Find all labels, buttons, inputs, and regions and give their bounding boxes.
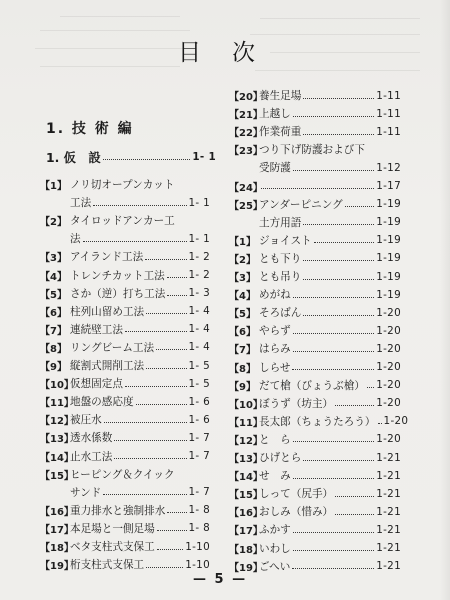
entry-number: 【18】 xyxy=(40,543,74,554)
leader-dots xyxy=(114,457,186,459)
entry-page: 1-21 xyxy=(376,505,401,518)
entry-page: 1-20 xyxy=(376,433,401,446)
entry-title: ベタ支柱式支保工 xyxy=(70,541,155,553)
entry-number: 【14】 xyxy=(40,452,74,464)
entry-number: 【19】 xyxy=(40,561,74,573)
toc-entry[interactable] xyxy=(40,484,210,501)
entry-page: 1- 6 xyxy=(188,395,210,408)
entry-page: 1-11 xyxy=(376,125,401,138)
entry-page: 1-20 xyxy=(383,415,409,428)
chapter-heading[interactable] xyxy=(46,148,216,165)
leader-dots xyxy=(104,421,187,423)
entry-page: 1- 2 xyxy=(188,250,210,263)
entry-title: とも吊り xyxy=(259,271,302,283)
entry-number: 【1】 xyxy=(40,181,67,192)
entry-page: 1- 2 xyxy=(188,269,210,281)
left-column xyxy=(40,0,215,600)
toc-entry[interactable] xyxy=(229,123,401,140)
entry-number: 【10】 xyxy=(40,380,74,392)
leader-dots xyxy=(292,567,374,569)
entry-title: しらせ xyxy=(259,361,291,374)
entry-title: 土方用語 xyxy=(259,216,302,229)
entry-page: 1- 8 xyxy=(188,504,210,517)
toc-entry[interactable] xyxy=(229,159,401,176)
entry-title: ノリ切オープンカット xyxy=(70,179,175,191)
entry-page: 1- 6 xyxy=(188,413,210,426)
entry-title: さか（逆）打ち工法 xyxy=(70,287,166,300)
entry-title: ジョイスト xyxy=(259,234,312,247)
entry-title: だて槍（びょうぶ槍） xyxy=(259,379,365,392)
entry-page: 1-11 xyxy=(376,89,401,102)
leader-dots xyxy=(293,296,374,298)
entry-page: 1- 3 xyxy=(188,287,210,300)
entry-number: 【16】 xyxy=(40,506,74,518)
entry-title: とも下り xyxy=(259,252,302,265)
leader-dots xyxy=(293,531,374,533)
page-edge-shadow xyxy=(440,0,450,600)
entry-number: 【24】 xyxy=(229,182,263,194)
entry-number: 【15】 xyxy=(40,470,74,482)
entry-page: 1-19 xyxy=(376,198,401,211)
entry-title: はらみ xyxy=(259,343,291,356)
leader-dots xyxy=(303,259,374,261)
entry-title: 本足場と一側足場 xyxy=(70,522,155,535)
leader-dots xyxy=(292,368,374,370)
entry-number: 【12】 xyxy=(229,435,263,447)
entry-page: 1-20 xyxy=(376,324,401,337)
entry-page: 1-20 xyxy=(376,306,401,319)
entry-page: 1- 5 xyxy=(188,359,210,372)
entry-title: 連続壁工法 xyxy=(70,323,123,336)
entry-page: 1-21 xyxy=(376,560,401,573)
entry-page: 1-19 xyxy=(376,288,401,301)
toc-entry[interactable] xyxy=(40,393,210,410)
entry-title: 工法 xyxy=(70,197,92,210)
leader-dots xyxy=(125,385,187,387)
entry-page: 1- 1 xyxy=(188,232,210,245)
toc-entry[interactable] xyxy=(229,377,401,394)
entry-title: 受防護 xyxy=(259,162,291,175)
leader-dots xyxy=(167,294,186,296)
toc-entry[interactable] xyxy=(229,340,401,357)
entry-page: 1-20 xyxy=(376,397,401,410)
leader-dots xyxy=(293,169,374,171)
toc-entry[interactable] xyxy=(40,375,210,392)
leader-dots xyxy=(303,223,374,225)
toc-entry[interactable] xyxy=(229,232,401,249)
toc-entry[interactable] xyxy=(40,248,210,265)
toc-entry[interactable] xyxy=(229,395,401,412)
toc-entry[interactable] xyxy=(40,411,210,428)
section-heading: 1. 技 術 編 xyxy=(46,121,134,137)
entry-title: タイロッドアンカー工 xyxy=(70,215,175,228)
entry-title: ふかす xyxy=(259,524,291,537)
entry-page: 1-19 xyxy=(376,216,401,229)
entry-title: 養生足場 xyxy=(259,90,302,102)
leader-dots xyxy=(261,187,374,189)
entry-title: 地盤の感応度 xyxy=(70,396,134,409)
entry-number: 【8】 xyxy=(229,363,256,375)
entry-number: 【3】 xyxy=(40,253,67,265)
leader-dots xyxy=(303,459,374,461)
entry-page: 1-10 xyxy=(185,558,210,571)
entry-title: サンド xyxy=(70,486,102,499)
entry-number: 【15】 xyxy=(229,490,263,502)
toc-entry[interactable] xyxy=(229,449,401,466)
entry-title: 透水係数 xyxy=(70,432,113,445)
toc-entry[interactable] xyxy=(229,359,401,376)
entry-title: しって（尻手） xyxy=(259,488,334,501)
entry-number: 【19】 xyxy=(229,562,263,574)
leader-dots xyxy=(157,548,183,550)
leader-dots xyxy=(136,403,187,405)
entry-page: 1- 8 xyxy=(188,522,210,535)
toc-entry[interactable] xyxy=(229,304,401,321)
entry-number: 【7】 xyxy=(40,325,67,337)
entry-page: 1-19 xyxy=(376,234,401,247)
entry-number: 【11】 xyxy=(40,398,74,410)
toc-entry[interactable] xyxy=(40,448,210,465)
entry-page: 1-19 xyxy=(376,252,401,265)
entry-title: 止水工法 xyxy=(70,450,113,463)
entry-page: 1- 5 xyxy=(188,377,210,390)
entry-title: アンダーピニング xyxy=(259,198,343,211)
toc-entry[interactable] xyxy=(40,520,210,537)
entry-title: 上越し xyxy=(259,108,291,121)
entry-number: 【21】 xyxy=(229,110,263,122)
leader-dots xyxy=(157,529,187,531)
entry-title: つり下げ防護および下 xyxy=(259,144,365,157)
leader-dots xyxy=(335,495,374,497)
entry-page: 1-20 xyxy=(376,342,401,355)
entry-number: 【5】 xyxy=(40,289,67,301)
toc-entry[interactable] xyxy=(229,540,401,557)
entry-number: 【10】 xyxy=(229,399,263,411)
entry-number: 【1】 xyxy=(229,236,256,248)
toc-entry[interactable] xyxy=(229,196,401,213)
entry-title: 柱列山留め工法 xyxy=(70,305,145,318)
toc-entry[interactable] xyxy=(229,322,401,339)
entry-page: 1-20 xyxy=(376,379,401,392)
toc-entry[interactable] xyxy=(229,286,401,303)
entry-title: リングビーム工法 xyxy=(70,341,155,354)
entry-page: 1-10 xyxy=(185,540,210,553)
entry-number: 【18】 xyxy=(229,544,263,556)
entry-number: 【16】 xyxy=(229,508,263,520)
entry-title: ごへい xyxy=(259,560,291,573)
entry-title: 仮想固定点 xyxy=(70,378,123,391)
leader-dots xyxy=(293,350,374,352)
chapter-label: 1. 仮 設 xyxy=(46,149,101,165)
entry-number: 【2】 xyxy=(229,254,256,266)
entry-title: そろばん xyxy=(259,307,302,320)
toc-entry[interactable] xyxy=(229,214,401,231)
entry-title: トレンチカット工法 xyxy=(70,269,165,282)
entry-number: 【17】 xyxy=(40,524,74,536)
entry-number: 【12】 xyxy=(40,416,74,428)
leader-dots xyxy=(145,258,186,260)
toc-entry[interactable] xyxy=(229,413,409,430)
toc-entry[interactable] xyxy=(229,268,401,285)
entry-number: 【6】 xyxy=(40,307,67,319)
toc-entry[interactable] xyxy=(229,503,401,520)
leader-dots xyxy=(167,276,187,278)
entry-number: 【17】 xyxy=(229,526,263,538)
toc-entry[interactable] xyxy=(40,194,210,211)
leader-dots xyxy=(303,314,374,316)
entry-page: 1-21 xyxy=(376,469,401,482)
entry-page: 1-12 xyxy=(376,161,401,174)
leader-dots xyxy=(103,493,186,495)
entry-number: 【13】 xyxy=(229,454,263,465)
leader-dots xyxy=(146,312,186,314)
entry-number: 【25】 xyxy=(229,200,263,212)
entry-number: 【4】 xyxy=(40,271,67,283)
entry-page: 1-20 xyxy=(376,361,401,373)
page-number: — 5 — xyxy=(193,572,248,587)
entry-title: ぼうず（坊主） xyxy=(259,397,334,410)
toc-entry[interactable] xyxy=(40,321,210,338)
entry-number: 【5】 xyxy=(229,309,256,321)
entry-title: 被圧水 xyxy=(70,414,102,427)
leader-dots xyxy=(103,158,191,160)
entry-page: 1-21 xyxy=(376,487,401,500)
entry-title: と ら xyxy=(259,433,291,446)
toc-entry[interactable] xyxy=(40,357,210,374)
toc-entry[interactable] xyxy=(229,87,401,104)
entry-title: 縦割式開削工法 xyxy=(70,360,145,372)
toc-entry[interactable] xyxy=(40,502,210,519)
leader-dots xyxy=(314,241,375,243)
entry-page: 1-21 xyxy=(376,451,401,464)
entry-title: アイランド工法 xyxy=(70,251,144,264)
right-column xyxy=(229,0,409,600)
toc-entry[interactable] xyxy=(40,267,210,284)
entry-title: ひげとら xyxy=(259,452,302,464)
toc-entry[interactable] xyxy=(229,178,401,195)
leader-dots xyxy=(293,477,374,479)
entry-number: 【13】 xyxy=(40,434,74,446)
leader-dots xyxy=(335,404,374,406)
entry-page: 1- 4 xyxy=(188,341,210,354)
entry-number: 【11】 xyxy=(229,417,263,429)
leader-dots xyxy=(156,348,186,350)
entry-title: せ み xyxy=(259,470,291,483)
entry-title: 長太郎（ちょうたろう） xyxy=(259,415,376,428)
leader-dots xyxy=(293,115,374,117)
entry-title: ヒーピング＆クイック xyxy=(70,468,175,481)
entry-page: 1-21 xyxy=(376,542,401,554)
toc-entry[interactable] xyxy=(40,429,210,446)
chapter-page: 1- 1 xyxy=(192,150,216,163)
toc-entry[interactable] xyxy=(40,285,210,302)
entry-page: 1-11 xyxy=(376,107,401,120)
leader-dots xyxy=(167,511,186,513)
leader-dots xyxy=(93,204,186,206)
entry-number: 【2】 xyxy=(40,217,67,229)
entry-number: 【22】 xyxy=(229,128,263,140)
leader-dots xyxy=(146,566,183,568)
toc-entry[interactable] xyxy=(40,556,210,573)
entry-page: 1- 7 xyxy=(188,431,210,444)
toc-entry[interactable] xyxy=(229,467,401,484)
entry-page: 1-17 xyxy=(376,180,401,192)
entry-number: 【7】 xyxy=(229,345,256,357)
entry-number: 【23】 xyxy=(229,146,263,158)
entry-page: 1- 1 xyxy=(188,196,210,209)
entry-title: おしみ（惜み） xyxy=(259,506,334,519)
entry-title: 重力排水と強制排水 xyxy=(70,504,166,517)
leader-dots xyxy=(125,330,187,332)
toc-entry[interactable] xyxy=(40,339,210,356)
toc-entry[interactable] xyxy=(229,558,401,575)
entry-title: 桁支柱式支保工 xyxy=(70,559,145,572)
toc-entry[interactable] xyxy=(229,250,401,267)
toc-entry[interactable] xyxy=(229,521,401,538)
entry-page: 1-19 xyxy=(376,270,401,283)
leader-dots xyxy=(293,332,374,334)
leader-dots xyxy=(303,133,374,135)
entry-page: 1- 4 xyxy=(188,305,210,318)
entry-number: 【3】 xyxy=(229,273,256,284)
entry-number: 【9】 xyxy=(40,362,67,373)
entry-title: いわし xyxy=(259,542,291,555)
toc-entry[interactable] xyxy=(40,176,210,193)
page-title: 目 次 xyxy=(178,40,259,66)
entry-page: 1- 7 xyxy=(188,450,210,462)
leader-dots xyxy=(293,440,374,442)
leader-dots xyxy=(335,513,374,515)
entry-page: 1- 7 xyxy=(188,486,210,499)
entry-title: めがね xyxy=(259,289,291,302)
leader-dots xyxy=(114,439,186,441)
entry-number: 【14】 xyxy=(229,472,263,484)
toc-entry[interactable] xyxy=(229,485,401,502)
entry-page: 1-21 xyxy=(376,523,401,536)
toc-entry[interactable] xyxy=(40,212,210,229)
entry-title: 法 xyxy=(70,233,81,246)
entry-number: 【4】 xyxy=(229,291,256,303)
toc-entry[interactable] xyxy=(229,431,401,448)
entry-number: 【9】 xyxy=(229,381,256,393)
leader-dots xyxy=(303,278,374,280)
toc-entry[interactable] xyxy=(229,105,401,122)
leader-dots xyxy=(345,205,375,207)
leader-dots xyxy=(146,367,186,369)
entry-number: 【6】 xyxy=(229,327,256,339)
toc-entry[interactable] xyxy=(40,303,210,320)
toc-entry[interactable] xyxy=(229,141,401,158)
entry-page: 1- 4 xyxy=(188,323,210,336)
entry-title: やらず xyxy=(259,325,291,338)
entry-number: 【8】 xyxy=(40,343,67,355)
toc-entry[interactable] xyxy=(40,230,210,247)
leader-dots xyxy=(293,549,374,551)
leader-dots xyxy=(83,240,187,242)
leader-dots xyxy=(303,97,374,99)
toc-entry[interactable] xyxy=(40,538,210,555)
leader-dots xyxy=(378,422,382,424)
toc-entry[interactable] xyxy=(40,466,210,483)
entry-title: 作業荷重 xyxy=(259,126,302,139)
entry-number: 【20】 xyxy=(229,92,263,103)
leader-dots xyxy=(367,386,374,388)
